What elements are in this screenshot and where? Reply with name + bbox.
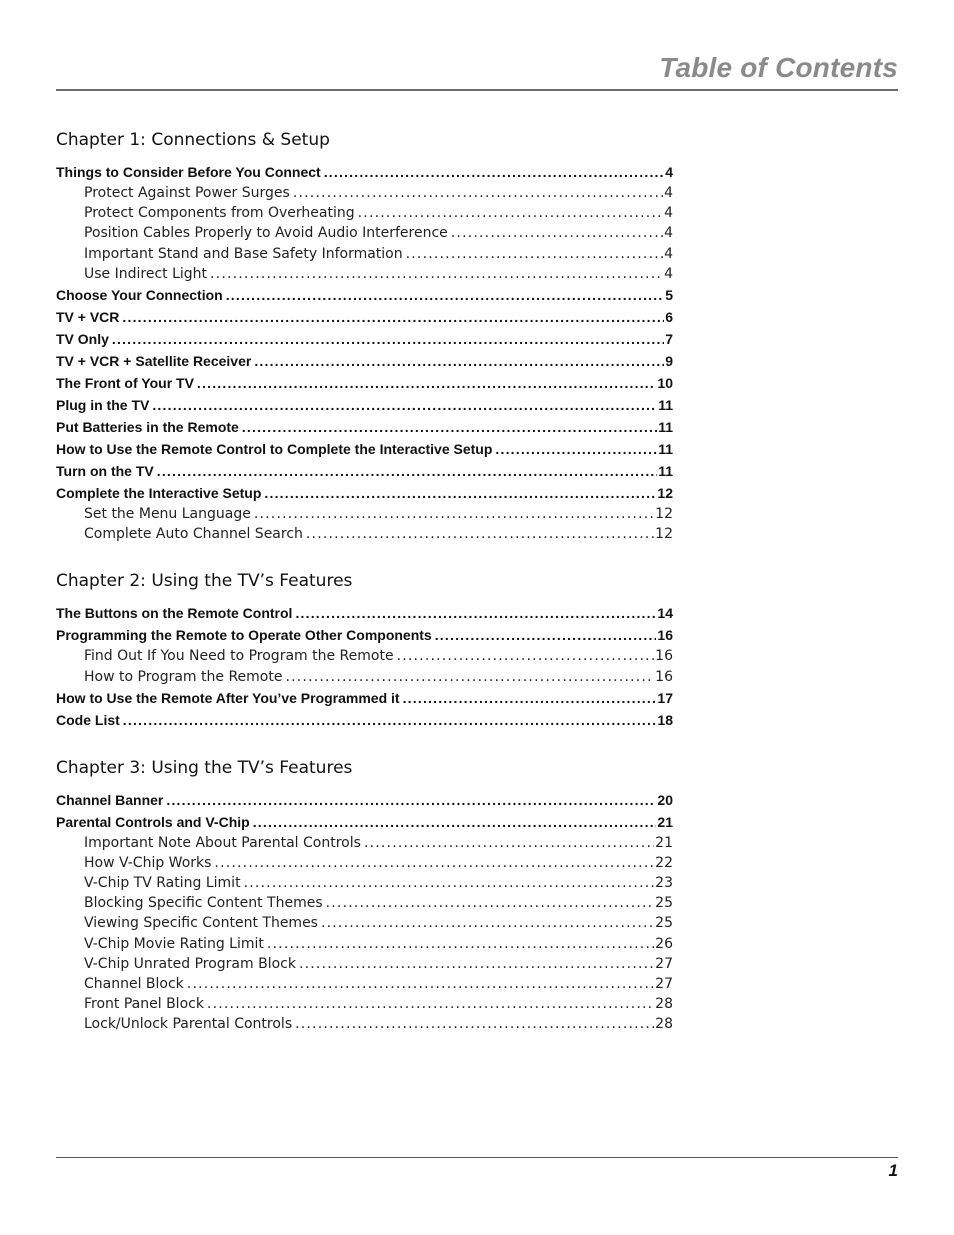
toc-entry[interactable] bbox=[56, 416, 673, 438]
toc-entry-label: How V-Chip Works bbox=[84, 854, 212, 871]
chapter-title: Chapter 1: Connections & Setup bbox=[56, 130, 330, 150]
toc-subentry[interactable] bbox=[56, 853, 673, 873]
toc-entry-label: TV + VCR bbox=[56, 308, 120, 325]
toc-entry-page-number: 11 bbox=[658, 396, 673, 413]
toc-entry-label: Programming the Remote to Operate Other Components bbox=[56, 627, 432, 644]
toc-entry-label: Protect Components from Overheating bbox=[84, 205, 355, 222]
toc-entry-page-number: 17 bbox=[657, 689, 673, 706]
toc-entry-label: Channel Block bbox=[84, 976, 184, 992]
dot-leader bbox=[293, 183, 663, 203]
toc-entry-label: Lock/Unlock Parental Controls bbox=[84, 1016, 293, 1033]
toc-entry-page-number: 27 bbox=[655, 955, 673, 972]
toc-entry-page-number: 16 bbox=[655, 668, 673, 685]
toc-entry[interactable] bbox=[56, 482, 673, 504]
toc-subentry[interactable] bbox=[56, 667, 673, 687]
toc-subentry[interactable] bbox=[56, 893, 673, 913]
toc-entry-label: The Buttons on the Remote Control bbox=[56, 605, 293, 622]
page-title: Table of Contents bbox=[659, 52, 898, 83]
dot-leader bbox=[210, 264, 663, 284]
chapter-section bbox=[56, 128, 673, 544]
dot-leader bbox=[299, 954, 654, 974]
toc-entry-page-number: 7 bbox=[665, 330, 673, 347]
dot-leader bbox=[285, 667, 654, 687]
toc-entry-page-number: 18 bbox=[657, 711, 673, 728]
toc-entry-label: Parental Controls and V-Chip bbox=[56, 813, 250, 830]
toc-entry-page-number: 9 bbox=[665, 352, 673, 369]
dot-leader bbox=[253, 811, 657, 833]
toc-entry-page-number: 25 bbox=[655, 915, 673, 932]
toc-entry-label: Front Panel Block bbox=[84, 996, 204, 1013]
toc-entry-page-number: 14 bbox=[657, 605, 673, 622]
toc-entry-page-number: 20 bbox=[657, 791, 673, 808]
toc-entry-label: Important Note About Parental Controls bbox=[84, 834, 361, 851]
chapter-section bbox=[56, 756, 673, 1035]
toc-entry[interactable] bbox=[56, 372, 673, 394]
toc-entry-label: Turn on the TV bbox=[56, 462, 154, 479]
toc-entry-page-number: 26 bbox=[655, 935, 673, 952]
toc-entry-label: V-Chip TV Rating Limit bbox=[84, 875, 241, 892]
toc-entry[interactable] bbox=[56, 624, 673, 646]
toc-subentry[interactable] bbox=[56, 994, 673, 1014]
toc-subentry[interactable] bbox=[56, 954, 673, 974]
toc-entry-page-number: 21 bbox=[657, 813, 673, 830]
toc-subentry[interactable] bbox=[56, 524, 673, 544]
toc-entry[interactable] bbox=[56, 460, 673, 482]
dot-leader bbox=[321, 913, 654, 933]
dot-leader bbox=[242, 416, 657, 438]
toc-entry-label: Important Stand and Base Safety Information bbox=[84, 245, 403, 262]
table-of-contents bbox=[56, 128, 673, 1035]
toc-subentry[interactable] bbox=[56, 833, 673, 853]
dot-leader bbox=[358, 203, 663, 223]
chapter-title: Chapter 2: Using the TV’s Features bbox=[56, 571, 353, 592]
dot-leader bbox=[406, 244, 663, 264]
toc-entry-label: How to Use the Remote Control to Complete the Interactive Setup bbox=[56, 440, 493, 457]
toc-entry-page-number: 16 bbox=[657, 627, 673, 644]
dot-leader bbox=[157, 460, 657, 482]
toc-entry-label: Channel Banner bbox=[56, 791, 164, 808]
toc-entry-label: Viewing Specific Content Themes bbox=[84, 915, 318, 932]
toc-entry-label: Things to Consider Before You Connect bbox=[56, 164, 321, 180]
toc-entry-page-number: 6 bbox=[665, 308, 673, 325]
toc-entry-label: Plug in the TV bbox=[56, 396, 150, 413]
toc-entry-label: Code List bbox=[56, 711, 120, 728]
toc-entry-label: TV + VCR + Satellite Receiver bbox=[56, 352, 252, 369]
toc-subentry[interactable] bbox=[56, 244, 673, 264]
toc-entry-page-number: 28 bbox=[655, 1016, 673, 1033]
toc-entry[interactable] bbox=[56, 306, 673, 328]
toc-entry-label: Choose Your Connection bbox=[56, 286, 223, 303]
toc-entry-page-number: 4 bbox=[664, 205, 673, 222]
dot-leader bbox=[207, 994, 654, 1014]
toc-entry-page-number: 4 bbox=[664, 185, 673, 201]
toc-subentry[interactable] bbox=[56, 183, 673, 203]
dot-leader bbox=[267, 934, 654, 954]
dot-leader bbox=[123, 709, 657, 731]
toc-entry[interactable] bbox=[56, 687, 673, 709]
toc-entry-page-number: 11 bbox=[658, 418, 673, 435]
toc-entry-page-number: 16 bbox=[655, 648, 673, 665]
dot-leader bbox=[397, 646, 655, 666]
toc-subentry[interactable] bbox=[56, 974, 673, 994]
toc-entry[interactable] bbox=[56, 438, 673, 460]
dot-leader bbox=[295, 602, 656, 624]
toc-entry-label: Find Out If You Need to Program the Remote bbox=[84, 648, 394, 665]
toc-entry-label: Complete Auto Channel Search bbox=[84, 526, 303, 543]
dot-leader bbox=[166, 789, 656, 811]
toc-entry-page-number: 22 bbox=[655, 854, 673, 871]
toc-entry[interactable] bbox=[56, 602, 673, 624]
dot-leader bbox=[122, 306, 664, 328]
dot-leader bbox=[324, 161, 664, 183]
toc-entry-label: V-Chip Movie Rating Limit bbox=[84, 935, 264, 952]
dot-leader bbox=[254, 350, 664, 372]
toc-subentry[interactable] bbox=[56, 223, 673, 243]
toc-entry-label: V-Chip Unrated Program Block bbox=[84, 955, 296, 972]
footer-rule bbox=[56, 1157, 898, 1158]
toc-subentry[interactable] bbox=[56, 873, 673, 893]
toc-entry-page-number: 12 bbox=[657, 484, 673, 501]
dot-leader bbox=[226, 284, 664, 306]
toc-subentry[interactable] bbox=[56, 646, 673, 666]
toc-entry-page-number: 4 bbox=[664, 225, 673, 242]
toc-entry-label: Position Cables Properly to Avoid Audio Interference bbox=[84, 225, 448, 242]
toc-entry[interactable] bbox=[56, 709, 673, 731]
dot-leader bbox=[364, 833, 654, 853]
toc-entry-page-number: 4 bbox=[664, 245, 673, 262]
toc-entry-label: Set the Menu Language bbox=[84, 505, 251, 522]
dot-leader bbox=[264, 482, 656, 504]
toc-subentry[interactable] bbox=[56, 203, 673, 223]
dot-leader bbox=[306, 524, 654, 544]
toc-entry-page-number: 11 bbox=[658, 440, 673, 457]
toc-entry-label: How to Program the Remote bbox=[84, 668, 283, 685]
toc-entry-label: The Front of Your TV bbox=[56, 374, 194, 391]
dot-leader bbox=[152, 394, 657, 416]
dot-leader bbox=[403, 687, 657, 709]
dot-leader bbox=[244, 873, 655, 893]
toc-entry[interactable] bbox=[56, 811, 673, 833]
chapter-section bbox=[56, 569, 673, 730]
toc-subentry[interactable] bbox=[56, 1014, 673, 1034]
chapter-title: Chapter 3: Using the TV’s Features bbox=[56, 757, 353, 778]
dot-leader bbox=[112, 328, 664, 350]
toc-subentry[interactable] bbox=[56, 264, 673, 284]
toc-entry-label: Complete the Interactive Setup bbox=[56, 484, 262, 501]
toc-entry-label: Put Batteries in the Remote bbox=[56, 418, 239, 435]
toc-entry[interactable] bbox=[56, 789, 673, 811]
dot-leader bbox=[214, 853, 654, 873]
dot-leader bbox=[197, 372, 657, 394]
toc-entry-page-number: 12 bbox=[655, 505, 673, 522]
toc-entry-page-number: 28 bbox=[655, 996, 673, 1013]
toc-entry-page-number: 10 bbox=[657, 374, 673, 391]
toc-entry[interactable] bbox=[56, 161, 673, 183]
dot-leader bbox=[295, 1014, 654, 1034]
toc-entry-page-number: 21 bbox=[655, 834, 673, 851]
toc-entry[interactable] bbox=[56, 394, 673, 416]
toc-entry[interactable] bbox=[56, 350, 673, 372]
toc-entry-label: Use Indirect Light bbox=[84, 265, 208, 282]
dot-leader bbox=[435, 624, 657, 646]
page-number: 1 bbox=[888, 1161, 898, 1180]
toc-subentry[interactable] bbox=[56, 934, 673, 954]
toc-entry-page-number: 4 bbox=[664, 265, 673, 282]
toc-entry-page-number: 5 bbox=[665, 286, 673, 303]
toc-entry[interactable] bbox=[56, 284, 673, 306]
toc-entry[interactable] bbox=[56, 328, 673, 350]
toc-subentry[interactable] bbox=[56, 504, 673, 524]
toc-entry-label: How to Use the Remote After You’ve Programmed it bbox=[56, 689, 400, 706]
toc-entry-page-number: 11 bbox=[658, 462, 673, 479]
dot-leader bbox=[451, 223, 663, 243]
toc-entry-page-number: 12 bbox=[655, 526, 673, 543]
toc-entry-page-number: 4 bbox=[665, 164, 673, 180]
toc-entry-page-number: 27 bbox=[655, 976, 673, 992]
toc-subentry[interactable] bbox=[56, 913, 673, 933]
dot-leader bbox=[495, 438, 657, 460]
dot-leader bbox=[187, 974, 654, 994]
toc-entry-label: Blocking Specific Content Themes bbox=[84, 895, 323, 912]
dot-leader bbox=[326, 893, 655, 913]
dot-leader bbox=[254, 504, 654, 524]
header-rule bbox=[56, 89, 898, 91]
toc-entry-label: TV Only bbox=[56, 330, 109, 347]
toc-entry-label: Protect Against Power Surges bbox=[84, 185, 290, 201]
toc-entry-page-number: 23 bbox=[655, 875, 673, 892]
toc-entry-page-number: 25 bbox=[655, 895, 673, 912]
